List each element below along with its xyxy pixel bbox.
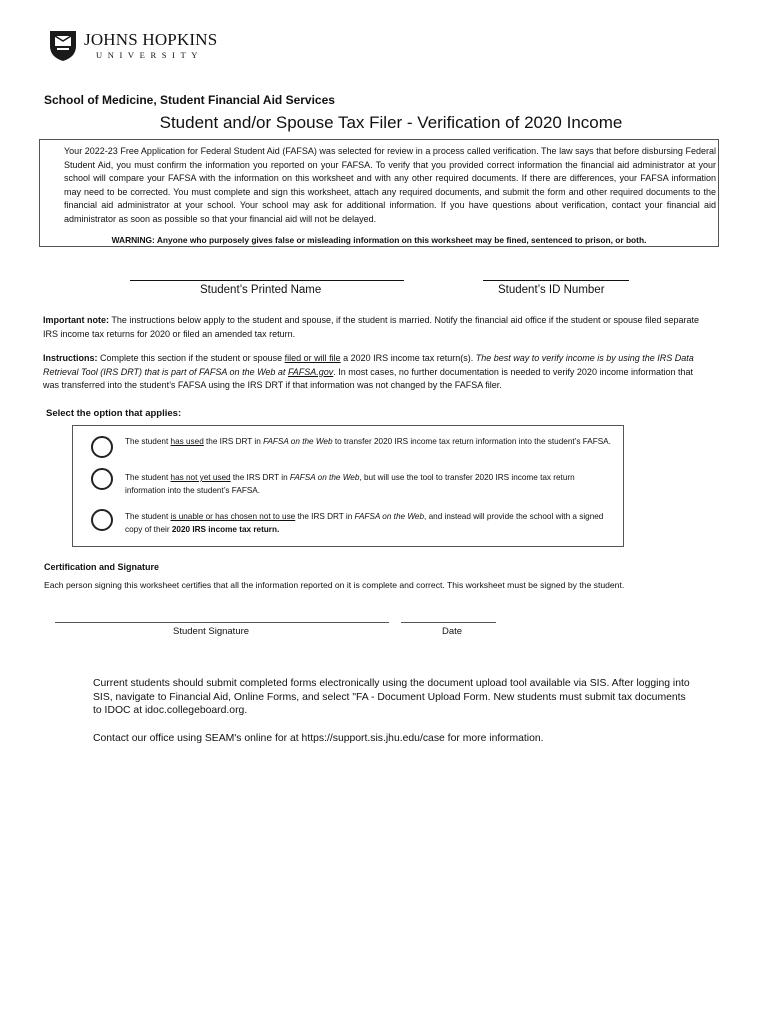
option-text: the IRS DRT in [203,437,264,446]
important-note-label: Important note: [43,315,109,325]
student-id-field[interactable] [483,280,629,281]
important-note-text: The instructions below apply to the student and spouse, if the student is married. Notify the financial aid office if the student or spouse filed separate IRS income tax returns for 2020 or filed an amended tax return. [43,315,700,339]
date-field[interactable] [401,622,496,623]
logo-wordmark: JOHNS HOPKINS [84,30,218,49]
printed-name-field[interactable] [130,280,404,281]
instructions-italic: The best way to verify income is by using the IRS Data Retrieval Tool (IRS DRT) that is part of FAFSA on the Web at [43,353,694,377]
option-underline: has used [170,437,204,446]
instructions-underline: filed or will file [284,353,341,363]
contact-note: Contact our office using SEAM's online for at https://support.sis.jhu.edu/case for more information. [93,733,544,744]
instructions-label: Instructions: [43,353,98,363]
option-italic: FAFSA on the Web [354,512,425,521]
option-underline: is unable or has chosen not to use [170,512,296,521]
university-logo [48,28,78,67]
option-radio-unable[interactable] [91,509,113,531]
option-italic: FAFSA on the Web [289,473,360,482]
option-text: The student [125,437,171,446]
option-text: to transfer 2020 IRS income tax return information into the student’s FAFSA. [332,437,611,446]
warning-text: WARNING: Anyone who purposely gives false or misleading information on this worksheet may be fined, sentenced to prison, or both. [111,235,647,245]
fafsa-link[interactable]: FAFSA.gov [287,366,334,377]
option-bold: 2020 IRS income tax return. [171,525,280,534]
signature-label: Student Signature [173,626,250,637]
option-text: The student [125,473,171,482]
option-unable [125,510,615,536]
option-italic: FAFSA on the Web [263,437,333,446]
instructions-text-2: a 2020 IRS income tax return(s). [340,353,476,363]
instructions-text-3: . In most cases, no further documentation is needed to verify 2020 income information that was transferred into the student’s FAFSA using the IRS DRT if that information was not changed by the FAFSA filer. [43,366,693,390]
certification-text: Each person signing this worksheet certifies that all the information reported on it is complete and correct. This worksheet must be signed by the student. [44,580,625,590]
date-label: Date [442,626,463,637]
option-underline: has not yet used [170,473,231,482]
logo-subtitle: UNIVERSITY [96,50,203,60]
option-radio-has-used[interactable] [91,436,113,458]
option-text: , but will use the tool to transfer 2020 IRS income tax return information into the student’s FAFSA. [125,473,575,495]
option-radio-not-yet-used[interactable] [91,468,113,490]
options-heading: Select the option that applies: [46,408,182,419]
school-name: School of Medicine, Student Financial Aid Services [44,93,335,107]
printed-name-label: Student’s Printed Name [200,284,322,296]
option-text: the IRS DRT in [295,512,355,521]
instructions [43,352,703,393]
certification-heading: Certification and Signature [44,562,160,572]
option-not-yet-used [125,471,615,497]
signature-field[interactable] [55,622,389,623]
instructions-text: Complete this section if the student or spouse [97,353,285,363]
important-note [43,314,703,341]
submission-note: Current students should submit completed forms electronically using the document upload tool available via SIS. After logging into SIS, navigate to Financial Aid, Online Forms, and select "FA - Document Upload Form. New students must submit tax documents to IDOC at idoc.collegeboard.org. [93,678,690,716]
intro-text: Your 2022-23 Free Application for Federal Student Aid (FAFSA) was selected for review in a process called verification. The law says that before disbursing Federal Student Aid, you must confirm the information you reported on your FAFSA. To verify that you provided correct information the financial aid administrator at your school will compare your FAFSA with the information on this worksheet and with any other required documents. If there are differences, your FAFSA information may need to be corrected. You must complete and sign this worksheet, attach any required documents, and submit the form and other required documents to the financial aid administrator at your school. Your school may ask for additional information. If you have questions about verification, contact your financial aid administrator as soon as possible so that your financial aid will not be delayed. [64,146,716,224]
option-text: The student [125,512,171,521]
option-has-used [125,435,615,448]
shield-crest-icon [48,28,78,62]
option-text: the IRS DRT in [230,473,290,482]
page-title: Student and/or Spouse Tax Filer - Verification of 2020 Income [159,113,623,132]
option-text: , and instead will provide the school with a signed copy of their [125,512,604,534]
student-id-label: Student’s ID Number [498,284,605,296]
